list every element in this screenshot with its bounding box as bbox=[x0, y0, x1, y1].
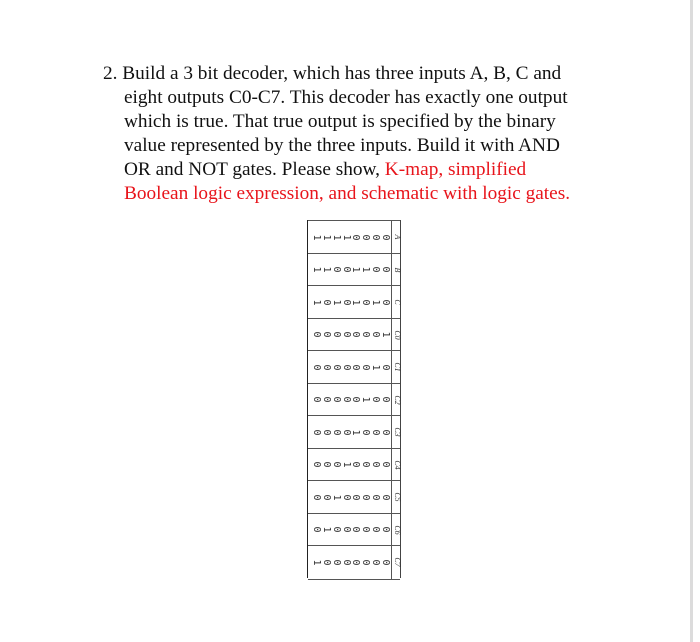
truth-table-cell: 0 bbox=[360, 558, 372, 566]
truth-table-cell: 0 bbox=[360, 493, 372, 501]
truth-table-column-c6 bbox=[308, 513, 400, 547]
truth-table-cell: 1 bbox=[350, 266, 362, 273]
truth-table-cell: 0 bbox=[379, 233, 391, 241]
truth-table-cell: 1 bbox=[311, 558, 322, 566]
truth-table-column-b bbox=[308, 253, 400, 287]
truth-table-values bbox=[312, 295, 390, 309]
truth-table-cell: 0 bbox=[370, 526, 382, 533]
truth-table-header-label: A bbox=[393, 234, 402, 240]
truth-table-header-cell bbox=[391, 481, 400, 514]
truth-table-cell: 0 bbox=[330, 558, 342, 566]
truth-table-cell: 0 bbox=[379, 493, 391, 501]
truth-table-cell: 0 bbox=[311, 396, 322, 403]
truth-table-cell: 0 bbox=[350, 493, 362, 501]
question-line-5 bbox=[103, 158, 613, 182]
truth-table-header-cell bbox=[391, 351, 400, 384]
truth-table-cell: 0 bbox=[320, 298, 332, 306]
truth-table-cell: 0 bbox=[340, 493, 352, 501]
truth-table-cell: 1 bbox=[311, 266, 322, 273]
truth-table-cell: 0 bbox=[330, 363, 342, 371]
truth-table-cell: 0 bbox=[330, 461, 342, 468]
truth-table-cell: 0 bbox=[370, 461, 382, 468]
truth-table-cell: 1 bbox=[370, 363, 382, 371]
truth-table-cell: 0 bbox=[350, 558, 362, 566]
truth-table-header-cell bbox=[391, 221, 400, 254]
question-line-4: value represented by the three inputs. Build it with AND bbox=[124, 135, 560, 156]
truth-table-cell: 0 bbox=[320, 396, 332, 403]
truth-table-cell: 0 bbox=[311, 363, 322, 371]
truth-table-cell: 0 bbox=[330, 331, 342, 338]
question-text bbox=[103, 62, 613, 206]
truth-table-header-label: B bbox=[393, 267, 402, 272]
truth-table-header-label: C2 bbox=[393, 394, 402, 405]
truth-table-values bbox=[312, 230, 390, 244]
truth-table-cell: 1 bbox=[350, 428, 362, 436]
question-line-5-text: OR and NOT gates. Please show, bbox=[124, 159, 385, 180]
truth-table-cell: 1 bbox=[320, 233, 332, 241]
truth-table-header-cell bbox=[391, 546, 400, 579]
truth-table-cell: 0 bbox=[370, 331, 382, 338]
truth-table-header-cell bbox=[391, 514, 400, 547]
truth-table-cell: 0 bbox=[320, 558, 332, 566]
truth-table-cell: 0 bbox=[350, 461, 362, 468]
truth-table-cell: 0 bbox=[360, 461, 372, 468]
truth-table-cell: 0 bbox=[370, 266, 382, 273]
truth-table-cell: 1 bbox=[330, 233, 342, 241]
truth-table-cell: 0 bbox=[340, 266, 352, 273]
truth-table-header-cell bbox=[391, 416, 400, 449]
question-highlight-line-6: Boolean logic expression, and schematic with logic gates. bbox=[124, 183, 571, 204]
truth-table-cell: 0 bbox=[370, 233, 382, 241]
truth-table-header-label: C7 bbox=[393, 557, 402, 567]
truth-table-cell: 0 bbox=[379, 558, 391, 566]
truth-table-cell: 0 bbox=[370, 558, 382, 566]
truth-table-cell: 1 bbox=[340, 233, 352, 241]
truth-table-header-label: C4 bbox=[393, 459, 402, 470]
truth-table-cell: 0 bbox=[340, 298, 352, 306]
truth-table-values bbox=[312, 328, 390, 342]
truth-table-cell: 0 bbox=[379, 298, 391, 306]
truth-table-cell: 1 bbox=[370, 298, 382, 306]
truth-table-cell: 0 bbox=[360, 233, 372, 241]
truth-table-cell: 0 bbox=[360, 363, 372, 371]
truth-table-cell: 0 bbox=[350, 331, 362, 338]
truth-table-header-label: C3 bbox=[393, 427, 402, 437]
truth-table-cell: 0 bbox=[379, 363, 391, 371]
truth-table-values bbox=[312, 523, 390, 537]
question-highlight-kmap: K-map, simplified bbox=[384, 159, 527, 180]
truth-table-column-a bbox=[308, 220, 400, 254]
truth-table-column-c bbox=[308, 285, 400, 319]
truth-table-cell: 1 bbox=[330, 493, 342, 501]
truth-table-cell: 1 bbox=[311, 298, 322, 306]
truth-table-cell: 0 bbox=[330, 396, 342, 403]
question-line-3: which is true. That true output is specified by the binary bbox=[124, 111, 556, 132]
truth-table-values bbox=[312, 360, 390, 374]
truth-table-cell: 0 bbox=[350, 233, 362, 241]
truth-table-cell: 0 bbox=[311, 428, 322, 436]
truth-table-cell: 0 bbox=[360, 331, 372, 338]
truth-table-column-c2 bbox=[308, 383, 400, 417]
truth-table-cell: 0 bbox=[340, 331, 352, 338]
truth-table-cell: 1 bbox=[360, 266, 372, 273]
truth-table-cell: 0 bbox=[330, 526, 342, 533]
truth-table-cell: 0 bbox=[340, 363, 352, 371]
truth-table-cell: 0 bbox=[360, 298, 372, 306]
truth-table-cell: 0 bbox=[340, 526, 352, 533]
truth-table-header-cell bbox=[391, 286, 400, 319]
truth-table-column-c4 bbox=[308, 448, 400, 482]
truth-table-cell: 1 bbox=[340, 461, 352, 468]
truth-table-values bbox=[312, 555, 390, 569]
truth-table-cell: 0 bbox=[379, 396, 391, 403]
truth-table-cell: 1 bbox=[311, 233, 322, 241]
truth-table-cell: 1 bbox=[320, 266, 332, 273]
truth-table-cell: 0 bbox=[340, 428, 352, 436]
page-edge-divider bbox=[690, 0, 693, 642]
truth-table-values bbox=[312, 458, 390, 472]
truth-table-header-cell bbox=[391, 384, 400, 417]
truth-table-cell: 1 bbox=[350, 298, 362, 306]
truth-table-cell: 1 bbox=[360, 396, 372, 403]
truth-table-cell: 0 bbox=[311, 461, 322, 468]
truth-table-column-c3 bbox=[308, 415, 400, 449]
truth-table-column-c1 bbox=[308, 350, 400, 384]
truth-table-values bbox=[312, 393, 390, 407]
truth-table-cell: 1 bbox=[320, 526, 332, 533]
truth-table-cell: 0 bbox=[330, 266, 342, 273]
truth-table-values bbox=[312, 263, 390, 277]
truth-table-cell: 1 bbox=[379, 331, 391, 338]
question-line-2: eight outputs C0-C7. This decoder has exactly one output bbox=[124, 87, 568, 108]
truth-table-header-label: C5 bbox=[393, 492, 402, 502]
question-line-1: 2. Build a 3 bit decoder, which has three inputs A, B, C and bbox=[103, 63, 562, 84]
truth-table-cell: 0 bbox=[340, 558, 352, 566]
truth-table-header-cell bbox=[391, 449, 400, 482]
truth-table-cell: 0 bbox=[311, 331, 322, 338]
truth-table-cell: 0 bbox=[370, 428, 382, 436]
truth-table-cell: 0 bbox=[320, 428, 332, 436]
truth-table-cell: 0 bbox=[360, 526, 372, 533]
truth-table-header-cell bbox=[391, 319, 400, 352]
truth-table-cell: 0 bbox=[320, 493, 332, 501]
truth-table-cell: 0 bbox=[320, 331, 332, 338]
truth-table-header-label: C1 bbox=[393, 362, 402, 372]
truth-table-cell: 0 bbox=[311, 493, 322, 501]
truth-table-cell: 0 bbox=[320, 461, 332, 468]
truth-table-cell: 0 bbox=[350, 363, 362, 371]
truth-table-header-label: C0 bbox=[393, 329, 402, 340]
truth-table-cell: 1 bbox=[330, 298, 342, 306]
truth-table-header-label: C6 bbox=[393, 524, 402, 535]
truth-table-values bbox=[312, 425, 390, 439]
truth-table-cell: 0 bbox=[379, 461, 391, 468]
truth-table-cell: 0 bbox=[311, 526, 322, 533]
truth-table-column-c7 bbox=[308, 545, 400, 580]
truth-table-cell: 0 bbox=[350, 396, 362, 403]
truth-table-cell: 0 bbox=[340, 396, 352, 403]
truth-table-cell: 0 bbox=[379, 266, 391, 273]
truth-table-cell: 0 bbox=[360, 428, 372, 436]
truth-table-cell: 0 bbox=[350, 526, 362, 533]
truth-table bbox=[307, 220, 401, 578]
truth-table-cell: 0 bbox=[330, 428, 342, 436]
truth-table-header-label: C bbox=[393, 299, 402, 305]
truth-table-cell: 0 bbox=[370, 396, 382, 403]
truth-table-column-c0 bbox=[308, 318, 400, 352]
truth-table-values bbox=[312, 490, 390, 504]
truth-table-cell: 0 bbox=[379, 428, 391, 436]
truth-table-cell: 0 bbox=[370, 493, 382, 501]
truth-table-header-cell bbox=[391, 254, 400, 287]
truth-table-cell: 0 bbox=[320, 363, 332, 371]
truth-table-cell: 0 bbox=[379, 526, 391, 533]
truth-table-column-c5 bbox=[308, 480, 400, 514]
